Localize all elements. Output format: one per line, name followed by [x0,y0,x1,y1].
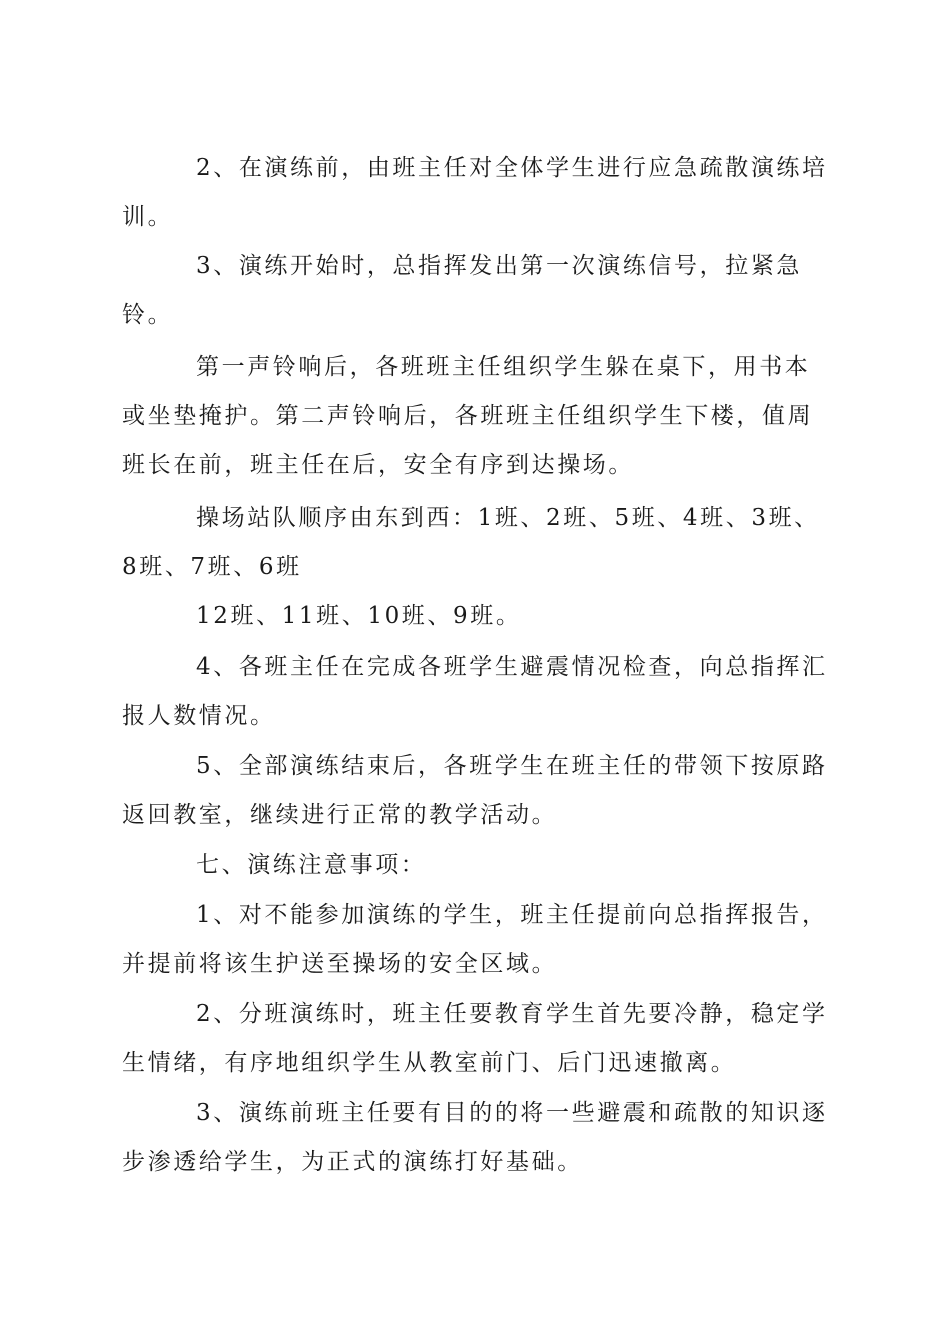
paragraph-report-count: 4、各班主任在完成各班学生避震情况检查，向总指挥汇报人数情况。 [122,654,828,729]
paragraph-bell-actions: 第一声铃响后，各班班主任组织学生躲在桌下，用书本或坐垫掩护。第二声铃响后，各班班主任组织学生下楼，值周班长在前，班主任在后，安全有序到达操场。 [122,354,814,478]
paragraph-return-classroom: 5、全部演练结束后，各班学生在班主任的带领下按原路返回教室，继续进行正常的教学活动。 [122,753,828,828]
paragraph-note-3: 3、演练前班主任要有目的的将一些避震和疏散的知识逐步渗透给学生，为正式的演练打好基础。 [122,1100,828,1175]
paragraph-lineup-order: 操场站队顺序由东到西：1班、2班、5班、4班、3班、8班、7班、6班 [122,505,820,580]
paragraph-lineup-order-continued: 12班、11班、10班、9班。 [196,603,522,629]
paragraph-note-2: 2、分班演练时，班主任要教育学生首先要冷静，稳定学生情绪，有序地组织学生从教室前门、后门迅速撤离。 [122,1001,828,1076]
paragraph-start-signal: 3、演练开始时，总指挥发出第一次演练信号，拉紧急铃。 [122,253,803,328]
paragraph-training: 2、在演练前，由班主任对全体学生进行应急疏散演练培训。 [122,155,828,230]
paragraph-note-1: 1、对不能参加演练的学生，班主任提前向总指挥报告，并提前将该生护送至操场的安全区域。 [122,902,828,977]
section-heading-notes: 七、演练注意事项： [196,852,427,878]
